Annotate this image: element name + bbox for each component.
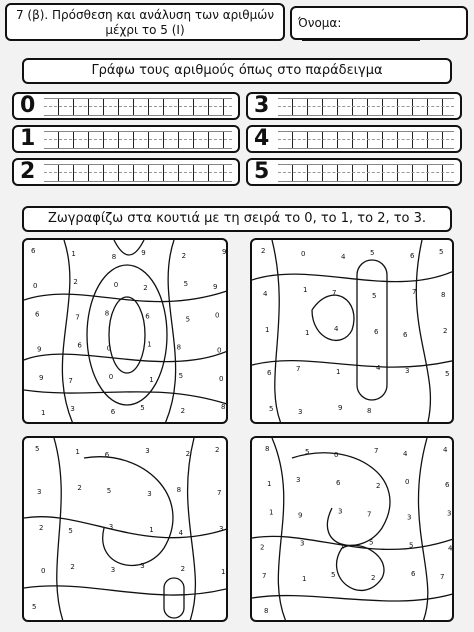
cell-number: 8 xyxy=(221,403,226,411)
cell-number: 3 xyxy=(407,513,412,522)
cell-number: 5 xyxy=(369,538,374,547)
cell-number: 4 xyxy=(341,253,346,261)
cell-number: 3 xyxy=(110,566,116,574)
cell-number: 8 xyxy=(176,343,182,352)
writing-row-0[interactable] xyxy=(12,92,240,120)
cell-number: 7 xyxy=(262,571,267,580)
cell-number: 3 xyxy=(147,490,152,498)
cell-number: 3 xyxy=(219,525,224,533)
cell-number: 1 xyxy=(147,340,152,349)
cell-number: 4 xyxy=(263,290,268,298)
cell-number: 0 xyxy=(215,311,220,320)
cell-number: 2 xyxy=(70,563,75,571)
cell-number: 5 xyxy=(178,371,184,380)
row-digit: 5 xyxy=(254,159,270,184)
cell-number: 1 xyxy=(302,574,307,583)
cell-number: 8 xyxy=(265,445,270,453)
cell-number: 5 xyxy=(370,249,375,257)
cell-number: 4 xyxy=(448,544,453,553)
cell-number: 8 xyxy=(176,486,182,494)
cell-number: 5 xyxy=(409,541,414,550)
cell-number: 7 xyxy=(75,313,80,322)
row-digit: 4 xyxy=(254,126,270,151)
writing-row-1[interactable] xyxy=(12,125,240,153)
cell-number: 6 xyxy=(31,247,36,255)
writing-row-2[interactable] xyxy=(12,158,240,186)
cell-number: 0 xyxy=(405,478,410,487)
title-line-2: μέχρι το 5 (Ι) xyxy=(105,23,185,37)
cell-number: 1 xyxy=(75,448,80,456)
cell-number: 9 xyxy=(39,373,44,382)
cell-number: 5 xyxy=(140,404,145,412)
writing-row-4[interactable] xyxy=(246,125,462,153)
coloring-panel-1[interactable] xyxy=(250,238,454,424)
cell-number: 9 xyxy=(37,345,42,354)
cell-number: 6 xyxy=(374,328,379,336)
cell-number: 7 xyxy=(440,572,445,581)
cell-number: 7 xyxy=(332,289,337,297)
handwriting-lines[interactable] xyxy=(278,98,454,116)
cell-number: 6 xyxy=(267,369,272,377)
cell-number: 6 xyxy=(77,341,82,350)
cell-number: 6 xyxy=(110,408,116,416)
cell-number: 3 xyxy=(37,488,42,496)
cell-number: 0 xyxy=(217,346,222,355)
cell-number: 4 xyxy=(403,450,408,458)
handwriting-lines[interactable] xyxy=(44,131,232,149)
cell-number: 5 xyxy=(269,405,274,413)
handwriting-lines[interactable] xyxy=(44,164,232,182)
panel-numbers xyxy=(252,240,454,424)
cell-number: 5 xyxy=(305,448,310,456)
row-digit: 2 xyxy=(20,159,36,184)
cell-number: 5 xyxy=(35,445,40,453)
cell-number: 0 xyxy=(106,344,112,353)
cell-number: 2 xyxy=(260,543,265,552)
cell-number: 2 xyxy=(185,450,191,458)
cell-number: 2 xyxy=(180,565,186,573)
cell-number: 6 xyxy=(35,310,40,319)
cell-number: 1 xyxy=(340,542,345,551)
cell-number: 6 xyxy=(145,312,150,321)
cell-number: 0 xyxy=(301,250,306,258)
cell-number: 6 xyxy=(411,569,416,578)
worksheet-title xyxy=(5,3,285,41)
cell-number: 7 xyxy=(296,365,301,373)
cell-number: 1 xyxy=(265,326,270,334)
cell-number: 1 xyxy=(267,480,272,489)
row-digit: 3 xyxy=(254,93,270,118)
cell-number: 1 xyxy=(221,568,226,576)
cell-number: 0 xyxy=(33,282,38,291)
cell-number: 9 xyxy=(298,511,303,520)
cell-number: 1 xyxy=(71,250,76,258)
cell-number: 1 xyxy=(41,409,46,417)
cell-number: 1 xyxy=(149,526,154,534)
cell-number: 3 xyxy=(298,408,303,416)
cell-number: 9 xyxy=(213,283,218,292)
cell-number: 3 xyxy=(145,447,150,455)
cell-number: 5 xyxy=(68,527,73,535)
writing-row-5[interactable] xyxy=(246,158,462,186)
cell-number: 1 xyxy=(269,508,274,517)
coloring-panel-2[interactable] xyxy=(22,436,228,622)
panel-numbers xyxy=(24,240,228,424)
cell-number: 1 xyxy=(336,368,341,376)
cell-number: 3 xyxy=(296,476,301,485)
cell-number: 1 xyxy=(305,329,310,337)
name-input-line[interactable] xyxy=(302,30,420,41)
cell-number: 7 xyxy=(374,447,379,455)
writing-row-3[interactable] xyxy=(246,92,462,120)
cell-number: 1 xyxy=(303,286,308,294)
cell-number: 2 xyxy=(39,524,44,532)
cell-number: 2 xyxy=(181,252,187,260)
cell-number: 2 xyxy=(376,482,381,491)
cell-number: 6 xyxy=(403,331,408,339)
cell-number: 6 xyxy=(445,481,450,490)
cell-number: 2 xyxy=(261,247,266,255)
cell-number: 5 xyxy=(445,370,450,378)
cell-number: 1 xyxy=(149,375,154,384)
cell-number: 2 xyxy=(443,327,448,335)
cell-number: 9 xyxy=(338,404,343,412)
cell-number: 0 xyxy=(113,281,119,290)
row-digit: 0 xyxy=(20,93,36,118)
name-field-box xyxy=(290,6,468,40)
coloring-panel-0[interactable] xyxy=(22,238,228,424)
cell-number: 8 xyxy=(111,253,117,261)
cell-number: 8 xyxy=(264,607,269,615)
cell-number: 5 xyxy=(185,315,191,324)
panel-numbers xyxy=(24,438,228,622)
cell-number: 7 xyxy=(367,510,372,519)
cell-number: 5 xyxy=(439,248,444,256)
cell-number: 9 xyxy=(141,249,146,257)
cell-number: 4 xyxy=(443,446,448,454)
instruction-write-numbers: Γράφω τους αριθμούς όπως στο παράδειγμα xyxy=(22,58,452,84)
cell-number: 3 xyxy=(405,367,410,375)
cell-number: 6 xyxy=(336,479,341,488)
cell-number: 0 xyxy=(108,372,114,381)
cell-number: 2 xyxy=(371,573,376,582)
row-digit: 1 xyxy=(20,126,36,151)
cell-number: 4 xyxy=(334,325,339,333)
cell-number: 4 xyxy=(376,364,381,372)
cell-number: 3 xyxy=(447,509,452,518)
name-label: Όνομα: xyxy=(298,16,342,30)
cell-number: 2 xyxy=(143,284,148,293)
handwriting-lines[interactable] xyxy=(44,98,232,116)
coloring-panel-3[interactable] xyxy=(250,436,454,622)
handwriting-lines[interactable] xyxy=(278,131,454,149)
cell-number: 6 xyxy=(104,451,110,459)
cell-number: 5 xyxy=(183,280,189,289)
panel-numbers xyxy=(252,438,454,622)
cell-number: 5 xyxy=(32,603,37,611)
cell-number: 7 xyxy=(68,376,73,385)
cell-number: 3 xyxy=(140,562,145,570)
cell-number: 5 xyxy=(331,570,336,579)
cell-number: 7 xyxy=(412,288,417,296)
cell-number: 2 xyxy=(180,407,186,415)
cell-number: 2 xyxy=(215,446,220,454)
cell-number: 3 xyxy=(338,507,343,516)
title-line-1: 7 (β). Πρόσθεση και ανάλυση των αριθμών xyxy=(15,8,275,22)
cell-number: 0 xyxy=(334,451,339,459)
cell-number: 4 xyxy=(178,529,184,537)
cell-number: 5 xyxy=(372,292,377,300)
cell-number: 0 xyxy=(41,567,46,575)
cell-number: 2 xyxy=(77,484,82,492)
cell-number: 3 xyxy=(108,523,114,531)
cell-number: 8 xyxy=(367,407,372,415)
cell-number: 6 xyxy=(410,252,415,260)
cell-number: 0 xyxy=(219,374,224,383)
cell-number: 7 xyxy=(217,489,222,497)
handwriting-lines[interactable] xyxy=(278,164,454,182)
cell-number: 3 xyxy=(70,405,75,413)
cell-number: 5 xyxy=(106,487,112,495)
cell-number: 9 xyxy=(222,248,227,256)
cell-number: 2 xyxy=(73,278,78,287)
cell-number: 8 xyxy=(441,291,446,299)
cell-number: 3 xyxy=(300,539,305,548)
instruction-color-boxes: Ζωγραφίζω στα κουτιά με τη σειρά το 0, το 1, το 2, το 3. xyxy=(22,206,452,232)
cell-number: 8 xyxy=(104,309,110,318)
